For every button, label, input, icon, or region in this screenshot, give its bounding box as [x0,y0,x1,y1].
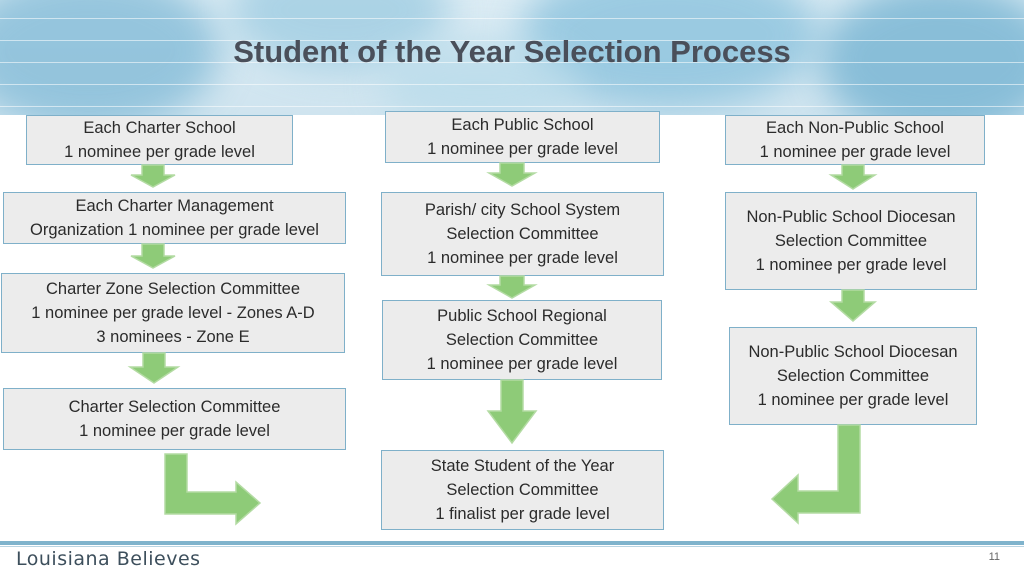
box-line: Selection Committee [445,331,599,349]
brand-logo-text: Louisiana Believes [16,548,201,570]
down-arrow-icon [489,276,535,298]
box-line: 1 nominee per grade level - Zones A-D [31,304,315,322]
box-line: 1 nominee per grade level [427,249,618,267]
right-turn-arrow-icon [165,454,260,524]
box-line: State Student of the Year [430,457,615,475]
box-line: Selection Committee [446,481,599,499]
down-arrow-icon [488,380,536,443]
box-line: 1 nominee per grade level [79,422,270,440]
down-arrow-icon [131,244,175,268]
box-line: 1 nominee per grade level [759,143,951,161]
box-line: Each Charter Management [75,197,274,215]
footer-divider [0,541,1024,545]
box-line: Selection Committee [446,225,599,243]
box-line: 1 nominee per grade level [427,140,618,158]
box-line: Parish/ city School System [424,201,621,219]
slide-title: Student of the Year Selection Process [233,34,791,69]
box-line: Non-Public School Diocesan [746,208,956,226]
box-line: Selection Committee [774,232,928,250]
box-line: Non-Public School Diocesan [748,343,958,361]
box-line: Each Charter School [83,119,236,137]
footer-divider [0,546,1024,547]
down-arrow-icon [489,163,535,186]
box-line: Each Public School [451,116,594,134]
box-line: Selection Committee [776,367,930,385]
box-line: 3 nominees - Zone E [96,328,250,346]
down-arrow-icon [831,290,875,321]
box-line: 1 nominee per grade level [64,143,255,161]
left-turn-arrow-icon [772,425,860,523]
down-arrow-icon [831,165,875,189]
box-line: 1 finalist per grade level [435,505,610,523]
box-line: 1 nominee per grade level [755,256,947,274]
box-line: Each Non-Public School [766,119,944,137]
box-line: Charter Zone Selection Committee [45,280,301,298]
down-arrow-icon [130,353,178,383]
box-line: 1 nominee per grade level [426,355,618,373]
box-line: Charter Selection Committee [68,398,281,416]
box-line: Organization 1 nominee per grade level [30,221,319,239]
page-number: 11 [988,551,1000,563]
box-line: 1 nominee per grade level [757,391,949,409]
down-arrow-icon [131,165,175,187]
box-line: Public School Regional [437,307,607,325]
